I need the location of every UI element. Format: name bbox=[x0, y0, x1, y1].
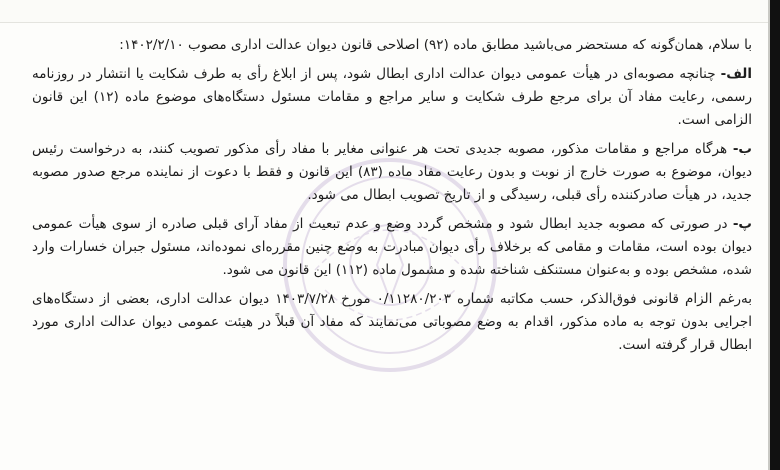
section-text: در صورتی که مصوبه جدید ابطال شود و مشخص گردد وضع و عدم تبعیت از مفاد آرای قبلی صادره از سوی هیأت عمومی دیوان بوده است، مقامات و مقامی که برخلاف رأی دیوان مبادرت به وضع چنین مقرره‌ای نموده‌اند، مسئول جبران خسارات وارد شده، مشخص بوده و به‌عنوان مستنکف شناخته شده و مشمول ماده (۱۱۲) این قانون می شود. bbox=[32, 216, 752, 278]
intro-paragraph: با سلام، همان‌گونه که مستحضر می‌باشید مطابق ماده (۹۲) اصلاحی قانون دیوان عدالت اداری مصوب ۱۴۰۲/۲/۱۰: bbox=[119, 37, 752, 53]
section-be bbox=[32, 138, 752, 207]
section-alef bbox=[32, 63, 752, 132]
page-right-edge bbox=[770, 0, 780, 470]
page-right-edge-line bbox=[768, 0, 770, 470]
page-top-margin bbox=[0, 0, 780, 23]
section-pe bbox=[32, 213, 752, 282]
section-label: ب- bbox=[732, 141, 752, 157]
closing-paragraph: به‌رغم الزام قانونی فوق‌الذکر، حسب مکاتبه شماره ۰/۱۱۲۸۰/۲۰۳ مورخ ۱۴۰۳/۷/۲۸ دیوان عدالت اداری، بعضی از دستگاه‌های اجرایی بدون توجه به ماده مذکور، اقدام به وضع مصوباتی می‌نمایند که مفاد آن قبلاً در هیئت عمومی دیوان عدالت اداری مورد ابطال قرار گرفته است. bbox=[32, 291, 752, 353]
section-text: هرگاه مراجع و مقامات مذکور، مصوبه جدیدی تحت هر عنوانی مغایر با مفاد رأی مذکور تصویب کنند، به درخواست رئیس دیوان، موضوع به صورت خارج از نوبت و بدون رعایت مفاد ماده (۸۳) این قانون و فقط با دعوت از نماینده مرجع صدور مصوبه جدید، در هیأت صادرکننده رأی قبلی، رسیدگی و از تاریخ تصویب ابطال می شود. bbox=[32, 141, 752, 203]
section-text: چنانچه مصوبه‌ای در هیأت عمومی دیوان عدالت اداری ابطال شود، پس از ابلاغ رأی به طرف شکایت یا انتشار در روزنامه رسمی، رعایت مفاد آن برای مرجع طرف شکایت و سایر مراجع و مقامات مسئول دستگاه‌های موضوع ماده (۱۲) این قانون الزامی است. bbox=[32, 66, 752, 128]
section-label: پ- bbox=[732, 216, 752, 232]
letter-body bbox=[32, 34, 752, 363]
section-label: الف- bbox=[720, 66, 752, 82]
